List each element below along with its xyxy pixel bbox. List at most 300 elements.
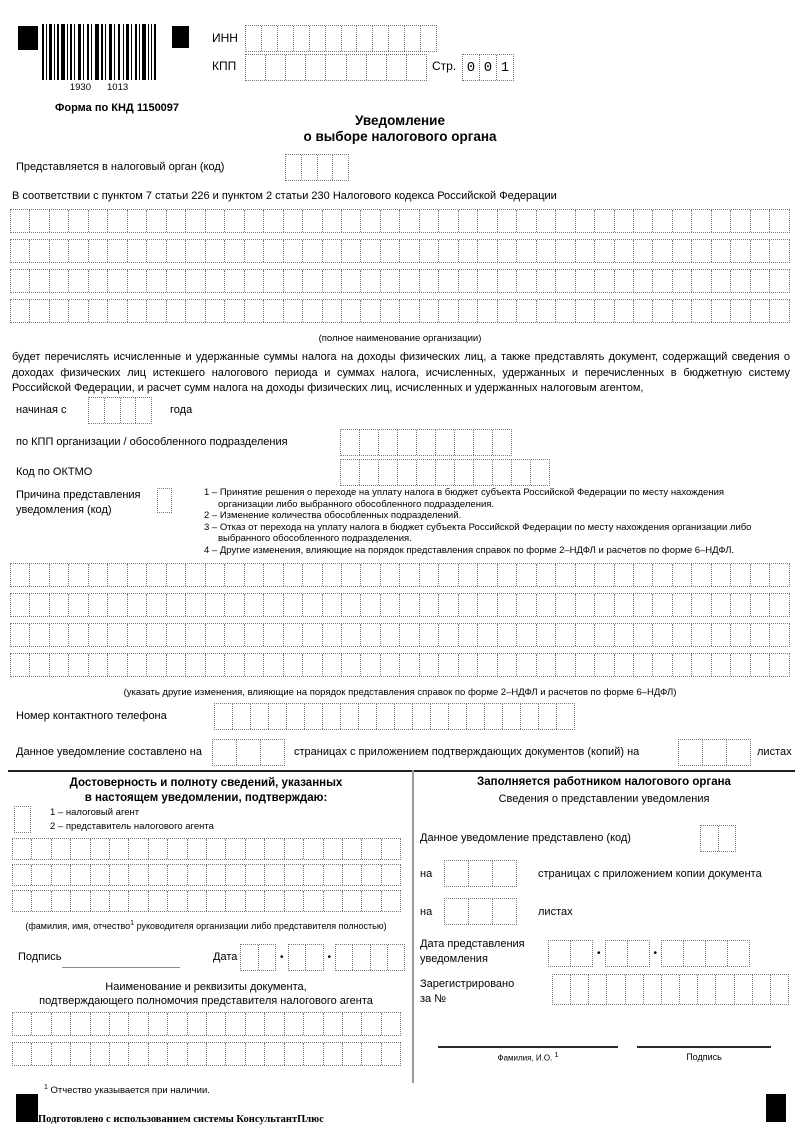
char-cell[interactable] — [606, 941, 628, 966]
char-cell[interactable] — [13, 1043, 32, 1065]
char-cell[interactable] — [556, 270, 575, 292]
char-cell[interactable] — [361, 654, 380, 676]
signature-line[interactable] — [62, 967, 180, 968]
char-cell[interactable] — [108, 270, 127, 292]
char-cell[interactable] — [121, 398, 137, 423]
char-cell-row[interactable] — [12, 864, 401, 886]
char-cell[interactable] — [692, 624, 711, 646]
char-cell[interactable] — [607, 975, 625, 1004]
char-cell[interactable] — [439, 654, 458, 676]
char-cell[interactable] — [478, 300, 497, 322]
char-cell[interactable] — [225, 564, 244, 586]
char-cell[interactable] — [770, 594, 788, 616]
char-cell[interactable] — [751, 300, 770, 322]
char-cell[interactable] — [712, 270, 731, 292]
char-cell[interactable] — [673, 300, 692, 322]
char-cell[interactable] — [361, 624, 380, 646]
char-cell[interactable] — [362, 865, 381, 885]
char-cell[interactable] — [673, 240, 692, 262]
char-cell[interactable] — [264, 594, 283, 616]
char-cell[interactable] — [712, 564, 731, 586]
char-cell[interactable] — [751, 594, 770, 616]
char-cell[interactable] — [13, 865, 32, 885]
char-cell[interactable] — [503, 704, 521, 729]
char-cell[interactable] — [673, 654, 692, 676]
char-cell[interactable] — [517, 270, 536, 292]
char-cell[interactable] — [251, 704, 269, 729]
char-cell[interactable] — [673, 210, 692, 232]
char-cell[interactable] — [128, 240, 147, 262]
char-cell[interactable] — [644, 975, 662, 1004]
char-cell[interactable] — [188, 891, 207, 911]
char-cell[interactable] — [382, 865, 400, 885]
char-cell[interactable] — [186, 594, 205, 616]
char-cell[interactable] — [498, 624, 517, 646]
char-cell[interactable] — [206, 564, 225, 586]
char-cell[interactable] — [323, 300, 342, 322]
char-cell[interactable] — [395, 704, 413, 729]
char-cell[interactable] — [436, 430, 455, 455]
char-cell[interactable] — [108, 240, 127, 262]
char-cell[interactable] — [324, 839, 343, 859]
char-cell[interactable] — [770, 270, 788, 292]
char-cell[interactable] — [264, 654, 283, 676]
char-cell[interactable] — [706, 941, 728, 966]
char-cell[interactable] — [284, 270, 303, 292]
char-cell[interactable] — [362, 891, 381, 911]
char-cell[interactable] — [692, 240, 711, 262]
char-cell[interactable] — [246, 1043, 265, 1065]
char-cell[interactable] — [323, 564, 342, 586]
char-cell[interactable] — [576, 624, 595, 646]
char-cell[interactable] — [188, 1013, 207, 1035]
char-cell[interactable] — [556, 300, 575, 322]
char-cell[interactable] — [576, 300, 595, 322]
char-cell[interactable] — [420, 210, 439, 232]
char-cell[interactable] — [261, 740, 284, 765]
char-cell[interactable] — [517, 624, 536, 646]
char-cell[interactable] — [303, 564, 322, 586]
char-cell[interactable] — [417, 460, 436, 485]
char-cell[interactable] — [712, 594, 731, 616]
char-cell[interactable] — [400, 240, 419, 262]
char-cell[interactable] — [474, 430, 493, 455]
char-cell[interactable] — [168, 839, 187, 859]
char-cell[interactable] — [531, 460, 549, 485]
page-number-field[interactable] — [462, 54, 514, 81]
char-cell[interactable] — [361, 210, 380, 232]
char-cell[interactable] — [30, 240, 49, 262]
char-cell[interactable] — [15, 807, 30, 832]
char-cell[interactable] — [286, 55, 306, 80]
char-cell[interactable] — [215, 704, 233, 729]
char-cell[interactable] — [266, 55, 286, 80]
char-cell[interactable] — [731, 564, 750, 586]
char-cell[interactable] — [206, 624, 225, 646]
kpp-field[interactable] — [245, 54, 427, 81]
char-cell[interactable] — [493, 430, 511, 455]
char-cell[interactable] — [32, 839, 51, 859]
char-cell[interactable] — [245, 564, 264, 586]
char-cell[interactable] — [303, 210, 322, 232]
char-cell[interactable] — [225, 300, 244, 322]
char-cell[interactable] — [342, 654, 361, 676]
char-cell[interactable] — [186, 654, 205, 676]
char-cell-row[interactable] — [10, 209, 790, 233]
char-cell[interactable] — [226, 839, 245, 859]
char-cell[interactable] — [498, 240, 517, 262]
char-cell[interactable] — [459, 654, 478, 676]
char-cell[interactable] — [361, 594, 380, 616]
char-cell[interactable] — [361, 564, 380, 586]
char-cell[interactable] — [680, 975, 698, 1004]
char-cell-row[interactable] — [12, 1042, 401, 1066]
char-cell[interactable] — [207, 1013, 226, 1035]
char-cell[interactable] — [362, 839, 381, 859]
char-cell[interactable] — [323, 270, 342, 292]
char-cell[interactable] — [304, 891, 323, 911]
char-cell[interactable] — [673, 594, 692, 616]
char-cell[interactable] — [206, 654, 225, 676]
char-cell[interactable] — [751, 564, 770, 586]
char-cell[interactable] — [318, 155, 334, 180]
char-cell[interactable] — [537, 564, 556, 586]
char-cell[interactable] — [30, 594, 49, 616]
char-cell[interactable] — [703, 740, 727, 765]
char-cell[interactable] — [225, 624, 244, 646]
char-cell[interactable] — [167, 300, 186, 322]
char-cell[interactable] — [653, 300, 672, 322]
char-cell[interactable] — [89, 594, 108, 616]
char-cell[interactable] — [128, 270, 147, 292]
char-cell[interactable] — [147, 654, 166, 676]
char-cell[interactable] — [684, 941, 706, 966]
date-day-field[interactable] — [240, 944, 276, 971]
char-cell[interactable] — [128, 654, 147, 676]
char-cell[interactable] — [246, 891, 265, 911]
char-cell[interactable] — [469, 861, 493, 886]
char-cell[interactable] — [634, 654, 653, 676]
char-cell[interactable] — [69, 210, 88, 232]
char-cell[interactable] — [420, 240, 439, 262]
char-cell[interactable] — [420, 270, 439, 292]
char-cell[interactable] — [360, 430, 379, 455]
char-cell[interactable] — [108, 300, 127, 322]
char-cell[interactable] — [186, 240, 205, 262]
char-cell[interactable] — [420, 624, 439, 646]
char-cell[interactable] — [595, 270, 614, 292]
char-cell[interactable] — [712, 624, 731, 646]
char-cell[interactable] — [108, 654, 127, 676]
pages-count-field[interactable] — [212, 739, 285, 766]
char-cell[interactable] — [459, 270, 478, 292]
char-cell[interactable] — [285, 839, 304, 859]
char-cell[interactable] — [498, 210, 517, 232]
char-cell[interactable] — [30, 624, 49, 646]
char-cell[interactable] — [377, 704, 395, 729]
char-cell[interactable] — [595, 624, 614, 646]
char-cell[interactable] — [32, 1013, 51, 1035]
char-cell[interactable] — [50, 300, 69, 322]
char-cell[interactable] — [407, 55, 426, 80]
char-cell[interactable] — [474, 460, 493, 485]
char-cell[interactable] — [731, 594, 750, 616]
char-cell[interactable] — [50, 564, 69, 586]
char-cell[interactable] — [30, 210, 49, 232]
char-cell[interactable] — [323, 594, 342, 616]
char-cell[interactable] — [207, 865, 226, 885]
char-cell[interactable] — [284, 210, 303, 232]
char-cell[interactable] — [459, 210, 478, 232]
reason-code-field[interactable] — [157, 488, 172, 513]
char-cell[interactable] — [751, 240, 770, 262]
char-cell[interactable] — [108, 594, 127, 616]
char-cell[interactable] — [439, 564, 458, 586]
char-cell[interactable] — [615, 654, 634, 676]
char-cell[interactable] — [225, 210, 244, 232]
char-cell[interactable] — [398, 460, 417, 485]
char-cell[interactable] — [324, 865, 343, 885]
char-cell[interactable] — [225, 270, 244, 292]
char-cell[interactable] — [226, 891, 245, 911]
char-cell[interactable] — [69, 270, 88, 292]
char-cell[interactable] — [89, 210, 108, 232]
char-cell[interactable] — [381, 624, 400, 646]
char-cell[interactable] — [469, 899, 493, 924]
char-cell[interactable] — [110, 865, 129, 885]
char-cell[interactable] — [731, 270, 750, 292]
char-cell[interactable] — [13, 839, 32, 859]
submission-date-year-field[interactable] — [661, 940, 750, 967]
char-cell[interactable] — [728, 941, 749, 966]
char-cell[interactable] — [226, 1013, 245, 1035]
char-cell[interactable] — [498, 564, 517, 586]
char-cell[interactable] — [303, 624, 322, 646]
char-cell[interactable] — [537, 300, 556, 322]
signer-code-field[interactable] — [14, 806, 31, 833]
char-cell[interactable] — [413, 704, 431, 729]
char-cell[interactable] — [615, 270, 634, 292]
char-cell[interactable] — [30, 564, 49, 586]
char-cell[interactable] — [167, 564, 186, 586]
char-cell[interactable] — [303, 654, 322, 676]
char-cell[interactable] — [634, 240, 653, 262]
char-cell[interactable] — [91, 891, 110, 911]
char-cell[interactable] — [52, 891, 71, 911]
char-cell[interactable] — [537, 270, 556, 292]
char-cell[interactable] — [303, 300, 322, 322]
char-cell[interactable] — [147, 210, 166, 232]
char-cell[interactable] — [662, 941, 684, 966]
char-cell[interactable] — [186, 270, 205, 292]
char-cell[interactable] — [11, 564, 30, 586]
char-cell[interactable] — [128, 300, 147, 322]
char-cell[interactable] — [167, 240, 186, 262]
char-cell[interactable] — [108, 624, 127, 646]
char-cell[interactable] — [284, 594, 303, 616]
char-cell-row[interactable] — [10, 299, 790, 323]
char-cell[interactable] — [571, 975, 589, 1004]
char-cell[interactable] — [32, 865, 51, 885]
char-cell[interactable] — [439, 240, 458, 262]
char-cell[interactable] — [69, 654, 88, 676]
char-cell[interactable] — [634, 594, 653, 616]
char-cell[interactable] — [246, 865, 265, 885]
char-cell[interactable] — [517, 654, 536, 676]
char-cell[interactable] — [306, 55, 326, 80]
char-cell[interactable] — [149, 891, 168, 911]
char-cell[interactable] — [91, 865, 110, 885]
char-cell[interactable] — [108, 564, 127, 586]
char-cell[interactable] — [158, 489, 171, 512]
char-cell[interactable] — [89, 398, 105, 423]
char-cell[interactable] — [381, 594, 400, 616]
char-cell[interactable] — [284, 654, 303, 676]
char-cell[interactable] — [89, 654, 108, 676]
char-cell[interactable] — [556, 594, 575, 616]
char-cell[interactable] — [439, 300, 458, 322]
char-cell[interactable] — [264, 564, 283, 586]
char-cell[interactable] — [595, 564, 614, 586]
char-cell[interactable] — [245, 594, 264, 616]
char-cell[interactable] — [262, 26, 278, 51]
char-cell[interactable] — [493, 460, 512, 485]
char-cell[interactable] — [382, 891, 400, 911]
char-cell[interactable] — [373, 26, 389, 51]
char-cell[interactable] — [343, 891, 362, 911]
char-cell[interactable] — [50, 210, 69, 232]
char-cell[interactable] — [770, 240, 788, 262]
char-cell[interactable] — [771, 975, 788, 1004]
char-cell[interactable] — [770, 654, 788, 676]
char-cell[interactable] — [168, 865, 187, 885]
char-cell[interactable] — [186, 210, 205, 232]
char-cell[interactable] — [467, 704, 485, 729]
char-cell[interactable] — [400, 594, 419, 616]
signer-name-field[interactable] — [12, 838, 401, 912]
sheets-count-field[interactable] — [678, 739, 751, 766]
char-cell[interactable] — [304, 839, 323, 859]
char-cell[interactable] — [303, 270, 322, 292]
char-cell[interactable] — [207, 839, 226, 859]
char-cell[interactable] — [52, 865, 71, 885]
char-cell[interactable] — [692, 210, 711, 232]
char-cell[interactable] — [388, 945, 404, 970]
char-cell[interactable] — [89, 624, 108, 646]
char-cell[interactable] — [549, 941, 571, 966]
char-cell[interactable] — [303, 240, 322, 262]
char-cell[interactable] — [653, 240, 672, 262]
char-cell[interactable] — [439, 210, 458, 232]
char-cell[interactable] — [69, 624, 88, 646]
char-cell[interactable] — [381, 654, 400, 676]
char-cell[interactable] — [11, 654, 30, 676]
char-cell[interactable] — [245, 210, 264, 232]
char-cell[interactable] — [400, 210, 419, 232]
char-cell[interactable] — [284, 240, 303, 262]
char-cell[interactable] — [310, 26, 326, 51]
char-cell[interactable] — [537, 240, 556, 262]
char-cell[interactable] — [265, 839, 284, 859]
char-cell[interactable] — [128, 564, 147, 586]
char-cell[interactable] — [653, 624, 672, 646]
char-cell[interactable] — [478, 240, 497, 262]
char-cell[interactable] — [731, 624, 750, 646]
char-cell[interactable] — [712, 300, 731, 322]
char-cell[interactable] — [241, 945, 259, 970]
char-cell[interactable] — [698, 975, 716, 1004]
char-cell[interactable] — [342, 26, 358, 51]
char-cell[interactable] — [71, 1043, 90, 1065]
char-cell[interactable] — [445, 861, 469, 886]
char-cell[interactable] — [459, 564, 478, 586]
char-cell[interactable] — [731, 300, 750, 322]
char-cell[interactable] — [539, 704, 557, 729]
char-cell[interactable] — [420, 654, 439, 676]
char-cell[interactable] — [673, 270, 692, 292]
char-cell[interactable] — [324, 891, 343, 911]
char-cell[interactable] — [285, 865, 304, 885]
char-cell[interactable] — [69, 300, 88, 322]
char-cell[interactable] — [571, 941, 592, 966]
char-cell[interactable] — [294, 26, 310, 51]
char-cell[interactable] — [556, 240, 575, 262]
char-cell[interactable] — [110, 1043, 129, 1065]
char-cell[interactable] — [323, 240, 342, 262]
char-cell[interactable] — [89, 270, 108, 292]
char-cell[interactable] — [245, 300, 264, 322]
char-cell[interactable] — [381, 270, 400, 292]
date-month-field[interactable] — [288, 944, 324, 971]
char-cell[interactable] — [735, 975, 753, 1004]
char-cell[interactable] — [770, 564, 788, 586]
char-cell[interactable] — [478, 624, 497, 646]
char-cell[interactable] — [712, 210, 731, 232]
char-cell[interactable] — [11, 240, 30, 262]
char-cell[interactable] — [341, 704, 359, 729]
char-cell[interactable] — [69, 240, 88, 262]
char-cell[interactable] — [305, 704, 323, 729]
char-cell[interactable] — [485, 704, 503, 729]
right-pages-count-field[interactable] — [444, 860, 517, 887]
char-cell-row[interactable] — [12, 1012, 401, 1036]
kpp-org-field[interactable] — [340, 429, 512, 456]
char-cell[interactable] — [285, 1043, 304, 1065]
char-cell[interactable] — [478, 654, 497, 676]
char-cell[interactable] — [149, 1013, 168, 1035]
char-cell[interactable] — [188, 839, 207, 859]
char-cell[interactable] — [716, 975, 734, 1004]
right-sheets-count-field[interactable] — [444, 898, 517, 925]
char-cell[interactable] — [595, 300, 614, 322]
char-cell[interactable] — [537, 594, 556, 616]
char-cell[interactable] — [50, 240, 69, 262]
char-cell[interactable] — [147, 594, 166, 616]
char-cell[interactable] — [246, 1013, 265, 1035]
char-cell[interactable] — [71, 865, 90, 885]
char-cell[interactable] — [265, 1043, 284, 1065]
char-cell[interactable] — [11, 270, 30, 292]
char-cell[interactable] — [389, 26, 405, 51]
registration-number-field[interactable] — [552, 974, 789, 1005]
char-cell[interactable] — [576, 654, 595, 676]
char-cell[interactable] — [400, 300, 419, 322]
char-cell[interactable] — [420, 300, 439, 322]
char-cell[interactable] — [207, 1043, 226, 1065]
char-cell[interactable] — [91, 1043, 110, 1065]
char-cell[interactable] — [626, 975, 644, 1004]
char-cell[interactable] — [129, 1043, 148, 1065]
